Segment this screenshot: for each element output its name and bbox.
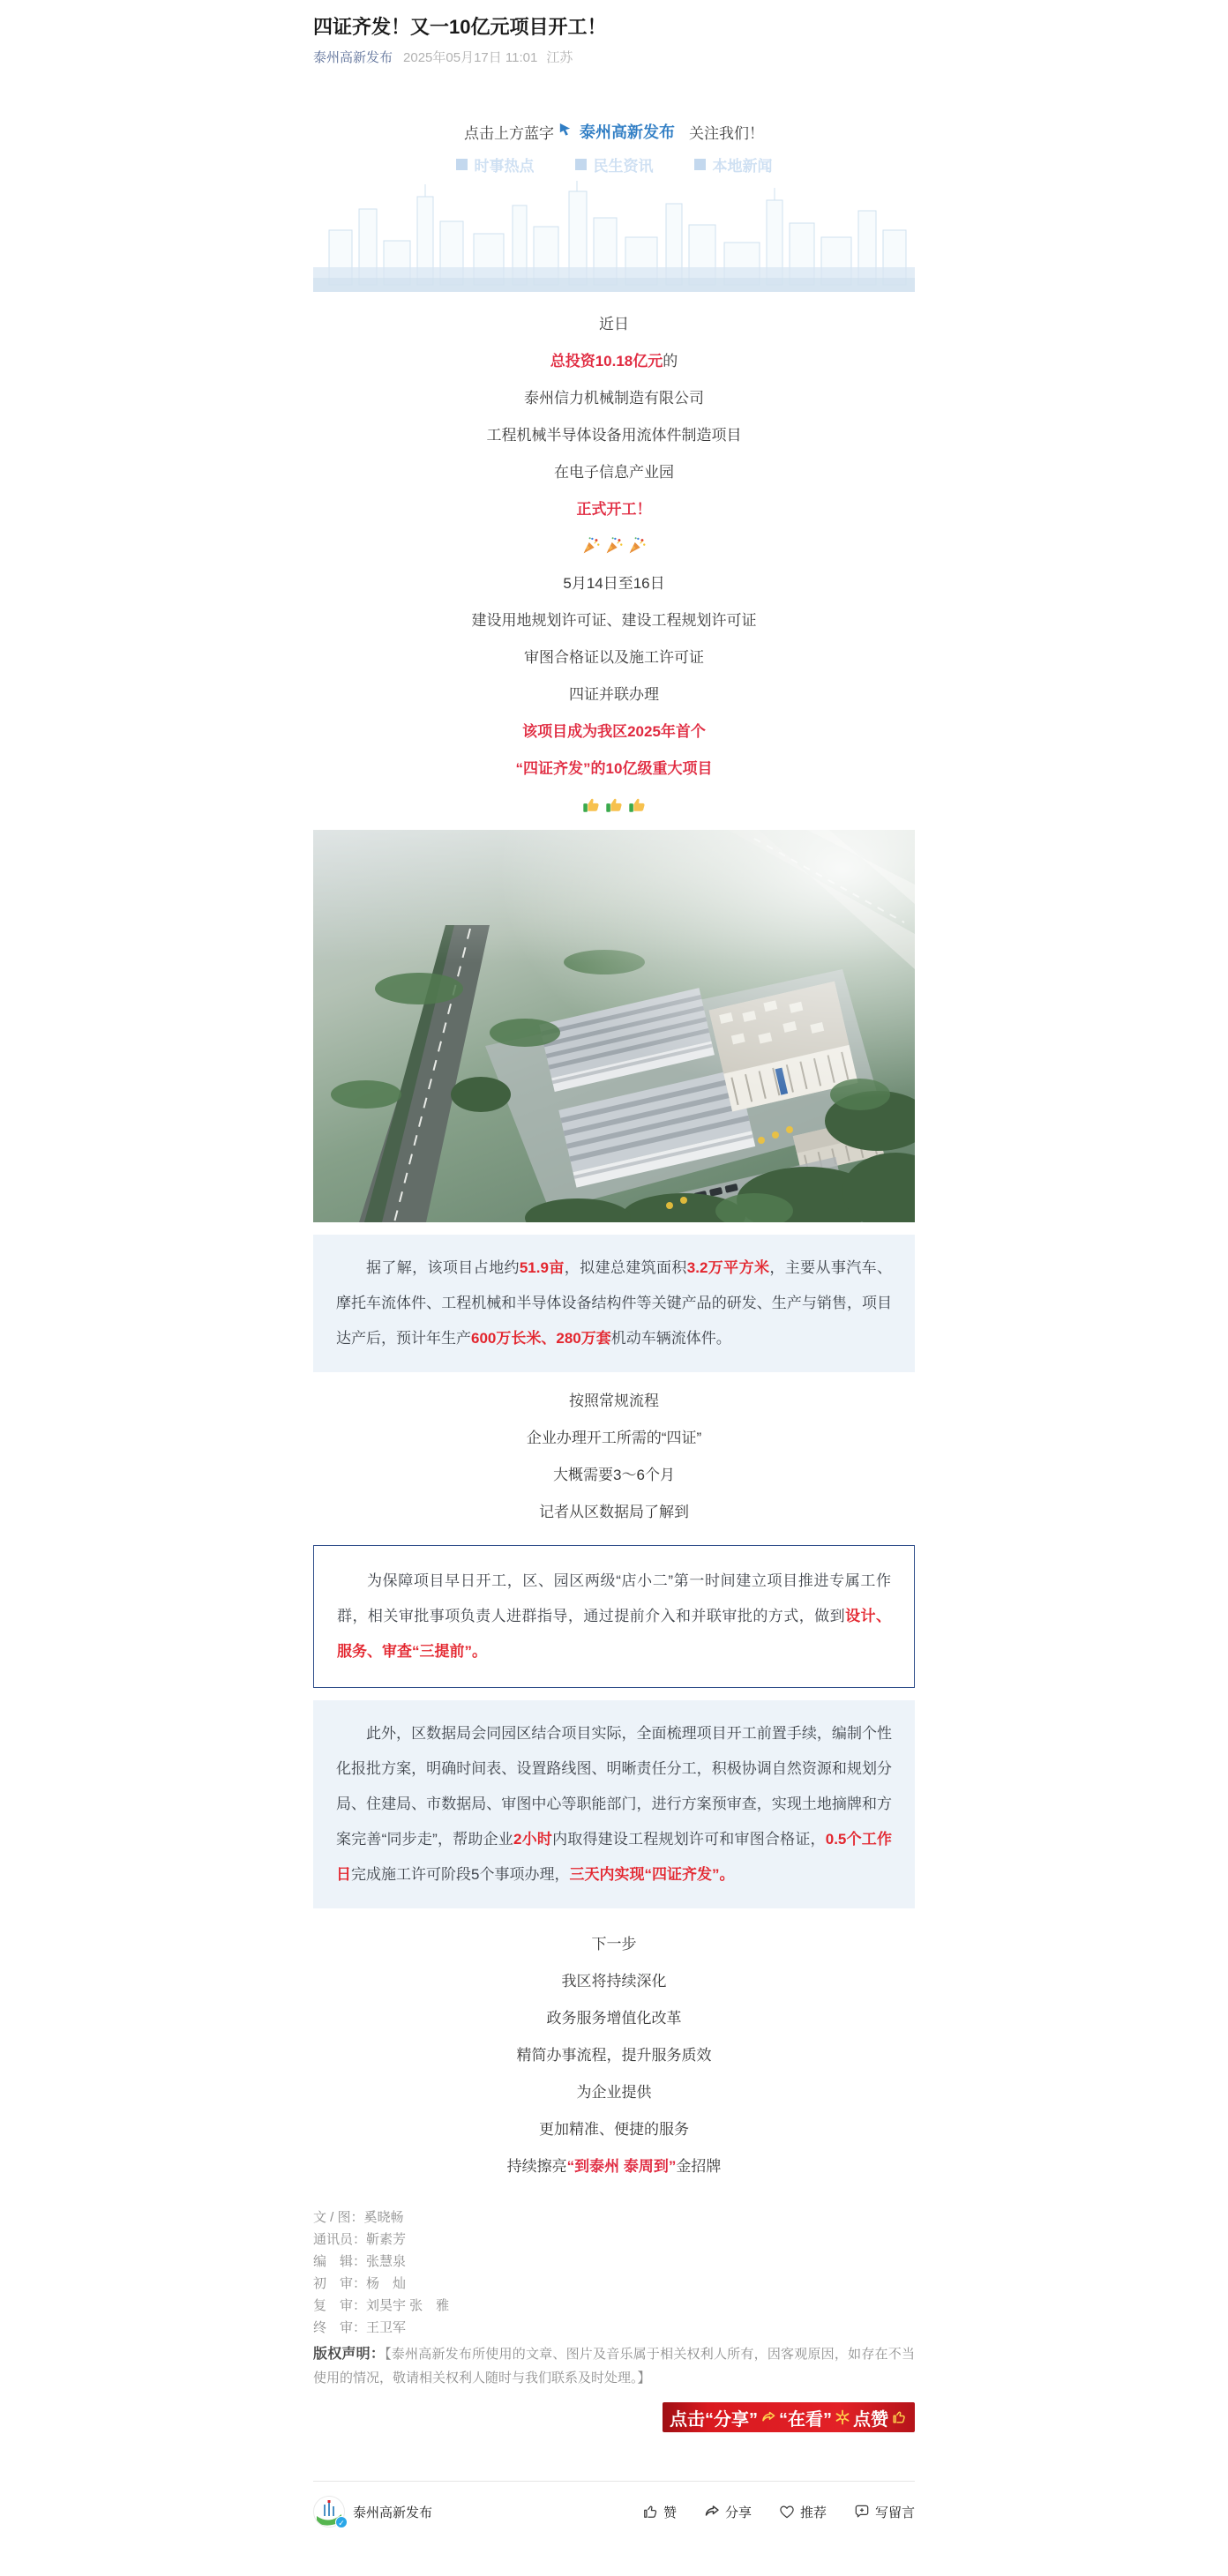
thumbs-up-icon (604, 795, 624, 815)
article-line: 审图合格证以及施工许可证 (524, 649, 704, 666)
watermark-item: 时事热点 (456, 153, 535, 175)
article-line: 5月14日至16日 (563, 575, 665, 592)
article-line: 我区将持续深化 (561, 1973, 667, 1990)
party-popper-icon (604, 536, 624, 556)
thumb-outline-icon (641, 2503, 659, 2520)
thumbs-up-icon (627, 795, 647, 815)
share-arrow-icon (703, 2503, 721, 2520)
thumbs-up-icon (581, 795, 601, 815)
account-link[interactable]: 泰州高新发布 (313, 50, 393, 65)
share-cta-text: 点击“分享” (670, 2409, 758, 2430)
article-line: “四证齐发”的10亿级重大项目 (515, 760, 713, 777)
byline (313, 49, 915, 67)
article-title: 四证齐发！又一10亿元项目开工！ (313, 16, 607, 38)
credit-row: 初 审：杨 灿 (313, 2276, 407, 2291)
cursor-icon (558, 122, 573, 141)
credits-block (313, 2206, 915, 2339)
article-line: 记者从区数据局了解到 (539, 1504, 689, 1520)
wow-star-icon (834, 2408, 851, 2426)
recommend-button[interactable]: 推荐 (778, 2503, 827, 2521)
city-skyline-watermark (313, 179, 915, 292)
credit-row: 复 审：刘昊宇 张 雅 (313, 2298, 450, 2313)
share-cta-banner (663, 2402, 915, 2432)
article-line: 工程机械半导体设备用流体件制造项目 (486, 427, 742, 444)
footer-actions (641, 2503, 915, 2521)
share-button[interactable]: 分享 (703, 2503, 752, 2521)
share-arrow-icon (760, 2408, 777, 2426)
footer-bar (313, 2482, 915, 2542)
article-line: 泰州信力机械制造有限公司 (524, 390, 704, 407)
project-info-box: 据了解，该项目占地约51.9亩，拟建总建筑面积3.2万平方米，主要从事汽车、摩托车流体件、工程机械和半导体设备结构件等关键产品的研发、生产与销售，项目达产后，预计年生产600万长米、280万套机动车辆流体件。 (313, 1235, 915, 1372)
article-line: 大概需要3～6个月 (553, 1467, 675, 1483)
verified-badge-icon: ✓ (335, 2516, 348, 2528)
square-bullet-icon (456, 159, 468, 170)
credit-row: 编 辑：张慧泉 (313, 2254, 407, 2269)
outro-lines (313, 1926, 915, 2185)
article-line (313, 788, 915, 825)
quote-box: 为保障项目早日开工，区、园区两级“店小二”第一时间建立项目推进专属工作群，相关审批事项负责人进群指导，通过提前介入和并联审批的方式，做到设计、服务、审查“三提前”。 (313, 1545, 915, 1688)
banner-follow: 关注我们！ (689, 124, 764, 142)
article-line: 四证并联办理 (569, 686, 659, 703)
publish-location: 江苏 (546, 50, 573, 65)
banner-prefix: 点击上方蓝字 (464, 124, 554, 142)
comment-button[interactable]: 写留言 (853, 2503, 915, 2521)
square-bullet-icon (694, 159, 706, 170)
article-line: 企业办理开工所需的“四证” (526, 1430, 702, 1446)
like-cta-text: 点赞 (853, 2409, 888, 2430)
article-line: 下一步 (591, 1936, 637, 1953)
credit-row: 终 审：王卫军 (313, 2320, 407, 2335)
heart-icon (778, 2503, 796, 2520)
credit-row: 通讯员：靳素芳 (313, 2232, 407, 2247)
article-line: 在电子信息产业园 (554, 464, 674, 481)
account-avatar[interactable] (313, 2496, 345, 2527)
article-line: 更加精准、便捷的服务 (539, 2121, 689, 2138)
watermark-item: 本地新闻 (694, 153, 773, 175)
article-line: 该项目成为我区2025年首个 (522, 723, 706, 740)
article-line: 正式开工！ (576, 501, 652, 518)
project-aerial-rendering[interactable] (313, 830, 915, 1222)
banner-account: 泰州高新发布 (580, 123, 675, 141)
wow-cta-text: “在看” (779, 2409, 832, 2430)
watermark-item: 民生资讯 (575, 153, 654, 175)
article-line: 精简办事流程，提升服务质效 (516, 2047, 712, 2064)
copyright-statement: 版权声明：【泰州高新发布所使用的文章、图片及音乐属于相关权利人所有，因客观原因，如存在不当使用的情况，敬请相关权利人随时与我们联系及时处理。】 (313, 2347, 915, 2386)
footer-account-name[interactable]: 泰州高新发布 (353, 2505, 433, 2520)
article-line: 近日 (599, 316, 629, 332)
process-info-box: 此外，区数据局会同园区结合项目实际，全面梳理项目开工前置手续，编制个性化报批方案，明确时间表、设置路线图、明晰责任分工，积极协调自然资源和规划分局、住建局、市数据局、审图中心等职能部门，进行方案预审查，实现土地摘牌和方案完善“同步走”，帮助企业2小时内取得建设工程规划许可和审图合格证，0.5个工作日完成施工许可阶段5个事项办理，三天内实现“四证齐发”。 (313, 1700, 915, 1908)
square-bullet-icon (575, 159, 587, 170)
article-line: 按照常规流程 (569, 1393, 659, 1409)
article-line: 建设用地规划许可证、建设工程规划许可证 (471, 612, 757, 629)
follow-banner (313, 120, 915, 143)
thumb-up-icon (890, 2408, 908, 2426)
article-line: 持续擦亮“到泰州 泰周到”金招牌 (506, 2158, 722, 2175)
mid-lines (313, 1383, 915, 1531)
article-line: 为企业提供 (576, 2084, 652, 2101)
like-button[interactable]: 赞 (641, 2503, 677, 2521)
article-line (313, 528, 915, 565)
party-popper-icon (627, 536, 647, 556)
publish-date: 2025年05月17日 11:01 (403, 50, 538, 65)
article-line: 总投资10.18亿元的 (550, 353, 678, 370)
watermark-row (313, 153, 915, 175)
comment-icon (853, 2503, 871, 2520)
party-popper-icon (581, 536, 601, 556)
account-entry[interactable] (313, 2496, 432, 2527)
article-line: 政务服务增值化改革 (546, 2010, 682, 2027)
article (313, 0, 915, 2542)
intro-lines (313, 306, 915, 825)
credit-row: 文 / 图：奚晓畅 (313, 2210, 404, 2225)
